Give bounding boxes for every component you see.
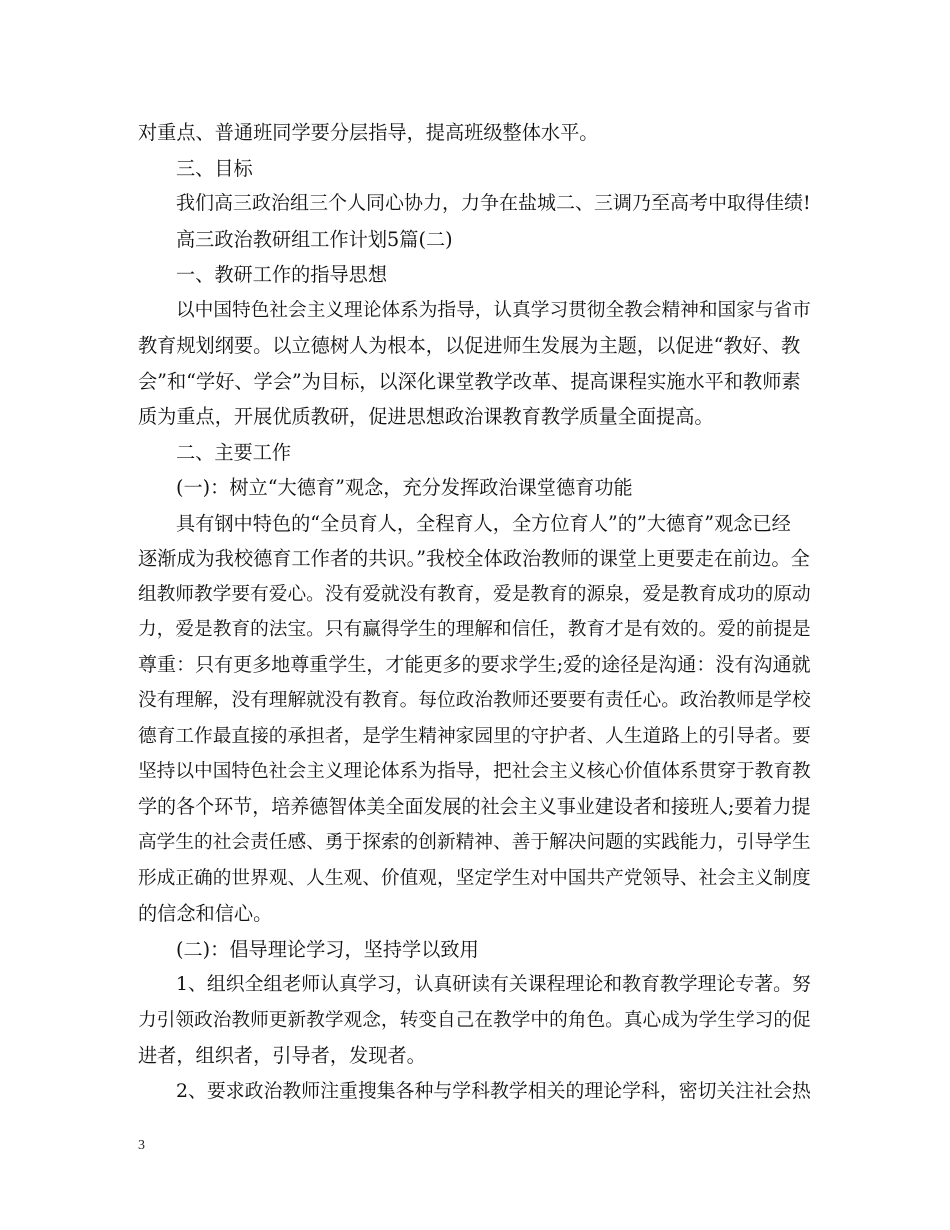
text-line: 对重点、普通班同学要分层指导，提高班级整体水平。 [138, 121, 599, 144]
text-line: 2、要求政治教师注重搜集各种与学科教学相关的理论学科，密切关注社会热 [176, 1079, 811, 1102]
text-line: 质为重点，开展优质教研，促进思想政治课教育教学质量全面提高。 [138, 405, 714, 428]
text-line: 学的各个环节，培养德智体美全面发展的社会主义事业建设者和接班人;要着力提 [138, 795, 811, 818]
text-line: 以中国特色社会主义理论体系为指导，认真学习贯彻全教会精神和国家与省市 [176, 299, 811, 321]
text-line: 力引领政治教师更新教学观念，转变自己在教学中的角色。真心成为学生学习的促 [138, 1009, 811, 1031]
section-heading: 二、主要工作 [176, 440, 292, 464]
section-heading: 三、目标 [176, 156, 253, 180]
text-line: 力，爱是教育的法宝。只有赢得学生的理解和信任，教育才是有效的。爱的前提是 [138, 619, 811, 640]
text-line: 的信念和信心。 [138, 902, 273, 925]
section-heading: 一、教研工作的指导思想 [176, 263, 388, 286]
text-line: 形成正确的世界观、人生观、价值观，坚定学生对中国共产党领导、社会主义制度 [138, 867, 811, 889]
text-line: 德育工作最直接的承担者，是学生精神家园里的守护者、人生道路上的引导者。要 [138, 725, 811, 747]
text-line: 逐渐成为我校德育工作者的共识。”我校全体政治教师的课堂上更要走在前边。全 [138, 547, 810, 570]
document-subtitle: 高三政治教研组工作计划5篇(二) [176, 227, 453, 251]
text-line: 尊重：只有更多地尊重学生，才能更多的要求学生;爱的途径是沟通：没有沟通就 [138, 653, 811, 676]
text-line: 教育规划纲要。以立德树人为根本，以促进师生发展为主题，以促进“教好、教 [138, 334, 801, 357]
text-line: 坚持以中国特色社会主义理论体系为指导，把社会主义核心价值体系贯穿于教育教 [138, 761, 811, 782]
text-line: 进者，组织者，引导者，发现者。 [138, 1044, 426, 1067]
document-body [138, 115, 814, 1109]
text-line: 高学生的社会责任感、勇于探索的创新精神、善于解决问题的实践能力，引导学生 [138, 832, 811, 853]
text-line: 1、组织全组老师认真学习，认真研读有关课程理论和教育教学理论专著。努 [176, 973, 811, 995]
text-line: 组教师教学要有爱心。没有爱就没有教育，爱是教育的源泉，爱是教育成功的原动 [138, 583, 811, 605]
text-line: 会”和“学好、学会”为目标，以深化课堂教学改革、提高课程实施水平和教师素 [138, 369, 801, 393]
page-number: 3 [138, 1138, 145, 1153]
subsection-heading: (一)：树立“大德育”观念，充分发挥政治课堂德育功能 [176, 476, 633, 499]
subsection-heading: (二)：倡导理论学习，坚持学以致用 [176, 937, 479, 961]
text-line: 具有钢中特色的“全员育人，全程育人，全方位育人”的”大德育”观念已经 [176, 511, 791, 535]
text-line: 我们高三政治组三个人同心协力，力争在盐城二、三调乃至高考中取得佳绩! [176, 192, 811, 214]
text-line: 没有理解，没有理解就没有教育。每位政治教师还要要有责任心。政治教师是学校 [138, 690, 811, 711]
